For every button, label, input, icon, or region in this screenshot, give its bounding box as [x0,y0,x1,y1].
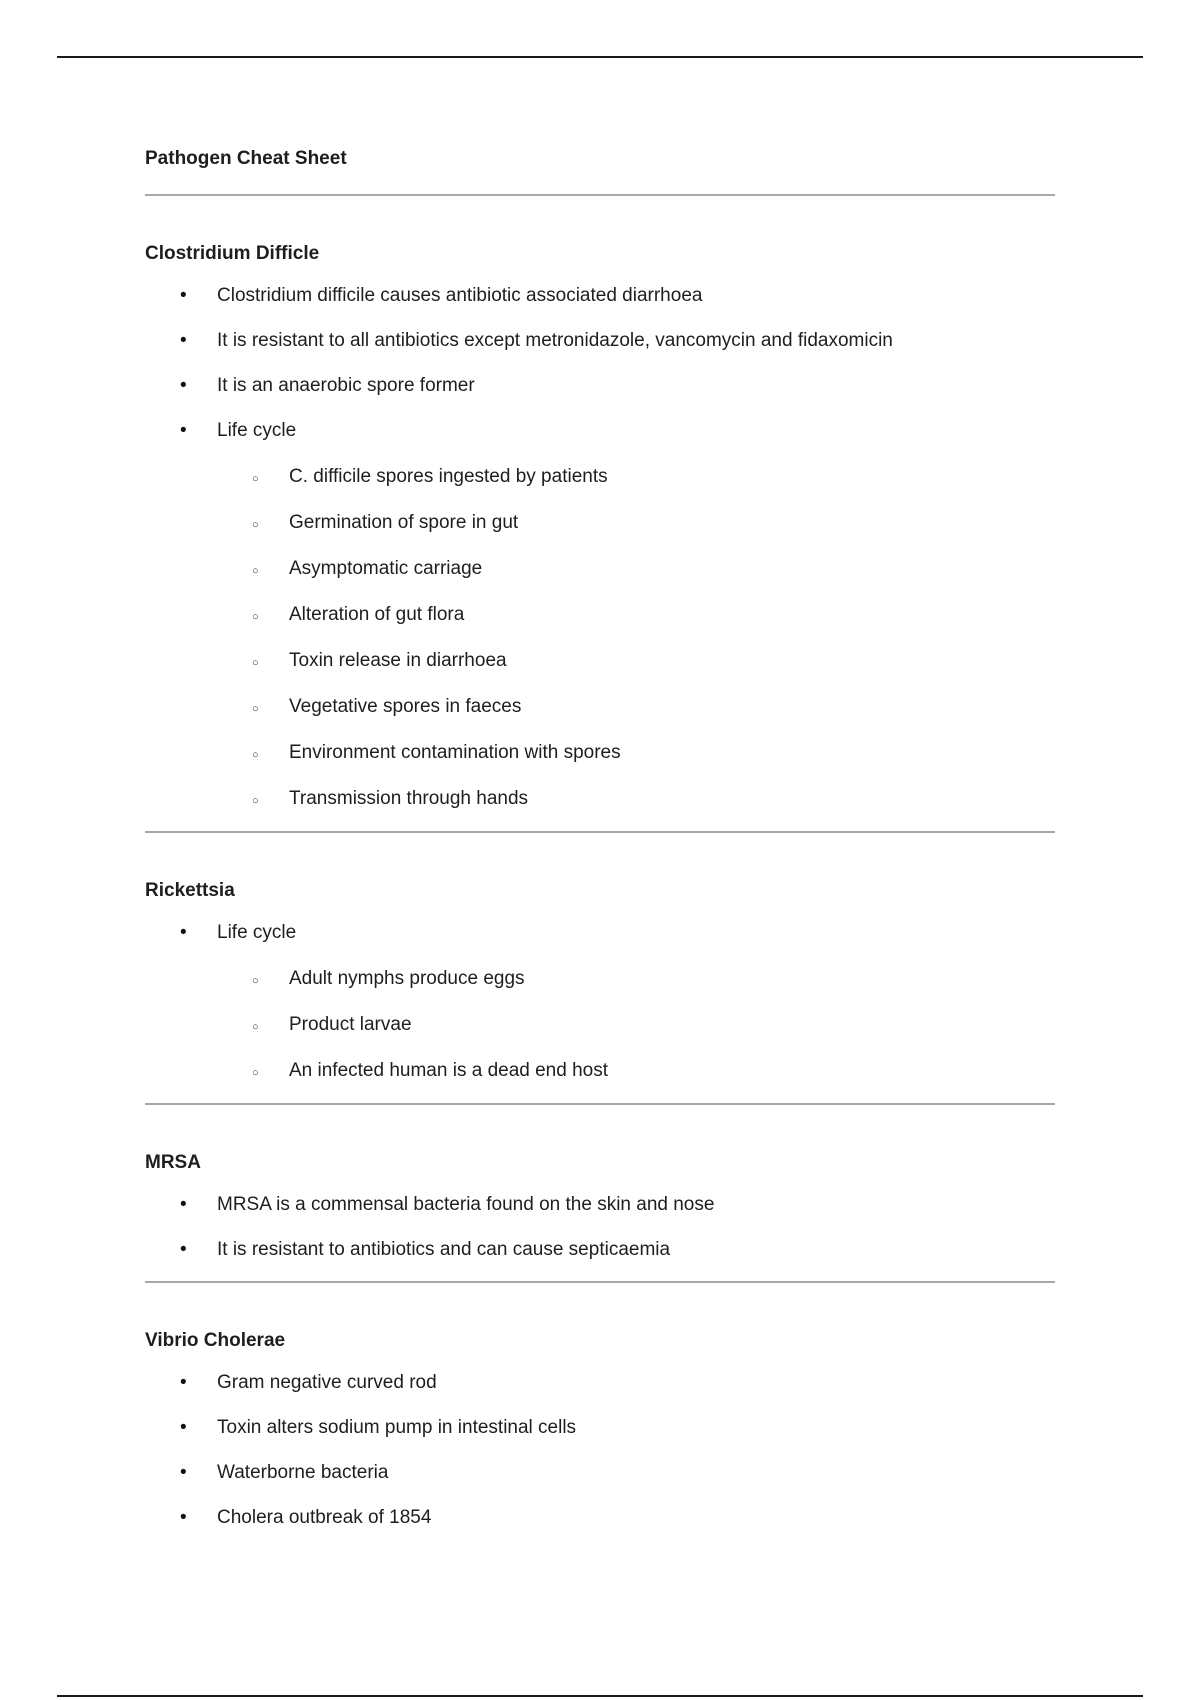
list-item: • It is resistant to antibiotics and can cause septicaemia [145,1236,1055,1264]
list-item: • Waterborne bacteria [145,1459,1055,1487]
list-item: • It is an anaerobic spore former [145,372,1055,400]
sub-list-item: ○ Product larvae [217,1011,1055,1039]
list-item-life-cycle [145,919,1055,1085]
section-heading: MRSA [145,1152,201,1173]
sub-list-item: ○ C. difficile spores ingested by patients [217,463,1055,491]
list-item-life-cycle [145,417,1055,813]
section-clostridium [145,196,1055,833]
bullet-list [145,282,1055,813]
list-item-label: Life cycle [217,922,297,943]
section-vibrio-cholerae [145,1283,1055,1532]
list-item: • Gram negative curved rod [145,1369,1055,1397]
sub-list [217,463,1055,813]
sub-list-item: ○ Alteration of gut flora [217,601,1055,629]
bullet-list [145,1369,1055,1532]
sub-list-item: ○ Toxin release in diarrhoea [217,647,1055,675]
sub-list-item: ○ Germination of spore in gut [217,509,1055,537]
sub-list-item: ○ An infected human is a dead end host [217,1057,1055,1085]
list-item: • It is resistant to all antibiotics except metronidazole, vancomycin and fidaxomicin [145,327,1055,355]
sub-list-item: ○ Vegetative spores in faeces [217,693,1055,721]
document-body [145,145,1055,1532]
list-item: • MRSA is a commensal bacteria found on the skin and nose [145,1191,1055,1219]
section-rickettsia [145,833,1055,1105]
section-heading: Vibrio Cholerae [145,1330,286,1351]
list-item-label: Life cycle [217,420,297,441]
bullet-list [145,1191,1055,1264]
list-item: • Clostridium difficile causes antibiotic associated diarrhoea [145,282,1055,310]
list-item: • Toxin alters sodium pump in intestinal cells [145,1414,1055,1442]
page-top-rule [57,56,1143,58]
section-heading: Clostridium Difficle [145,243,320,264]
list-item: • Cholera outbreak of 1854 [145,1504,1055,1532]
sub-list-item: ○ Environment contamination with spores [217,739,1055,767]
sub-list [217,965,1055,1085]
sub-list-item: ○ Adult nymphs produce eggs [217,965,1055,993]
page-title: Pathogen Cheat Sheet [145,148,347,169]
page-bottom-rule [57,1695,1143,1697]
section-heading: Rickettsia [145,880,235,901]
sub-list-item: ○ Asymptomatic carriage [217,555,1055,583]
sub-list-item: ○ Transmission through hands [217,785,1055,813]
section-mrsa [145,1105,1055,1283]
bullet-list [145,919,1055,1085]
